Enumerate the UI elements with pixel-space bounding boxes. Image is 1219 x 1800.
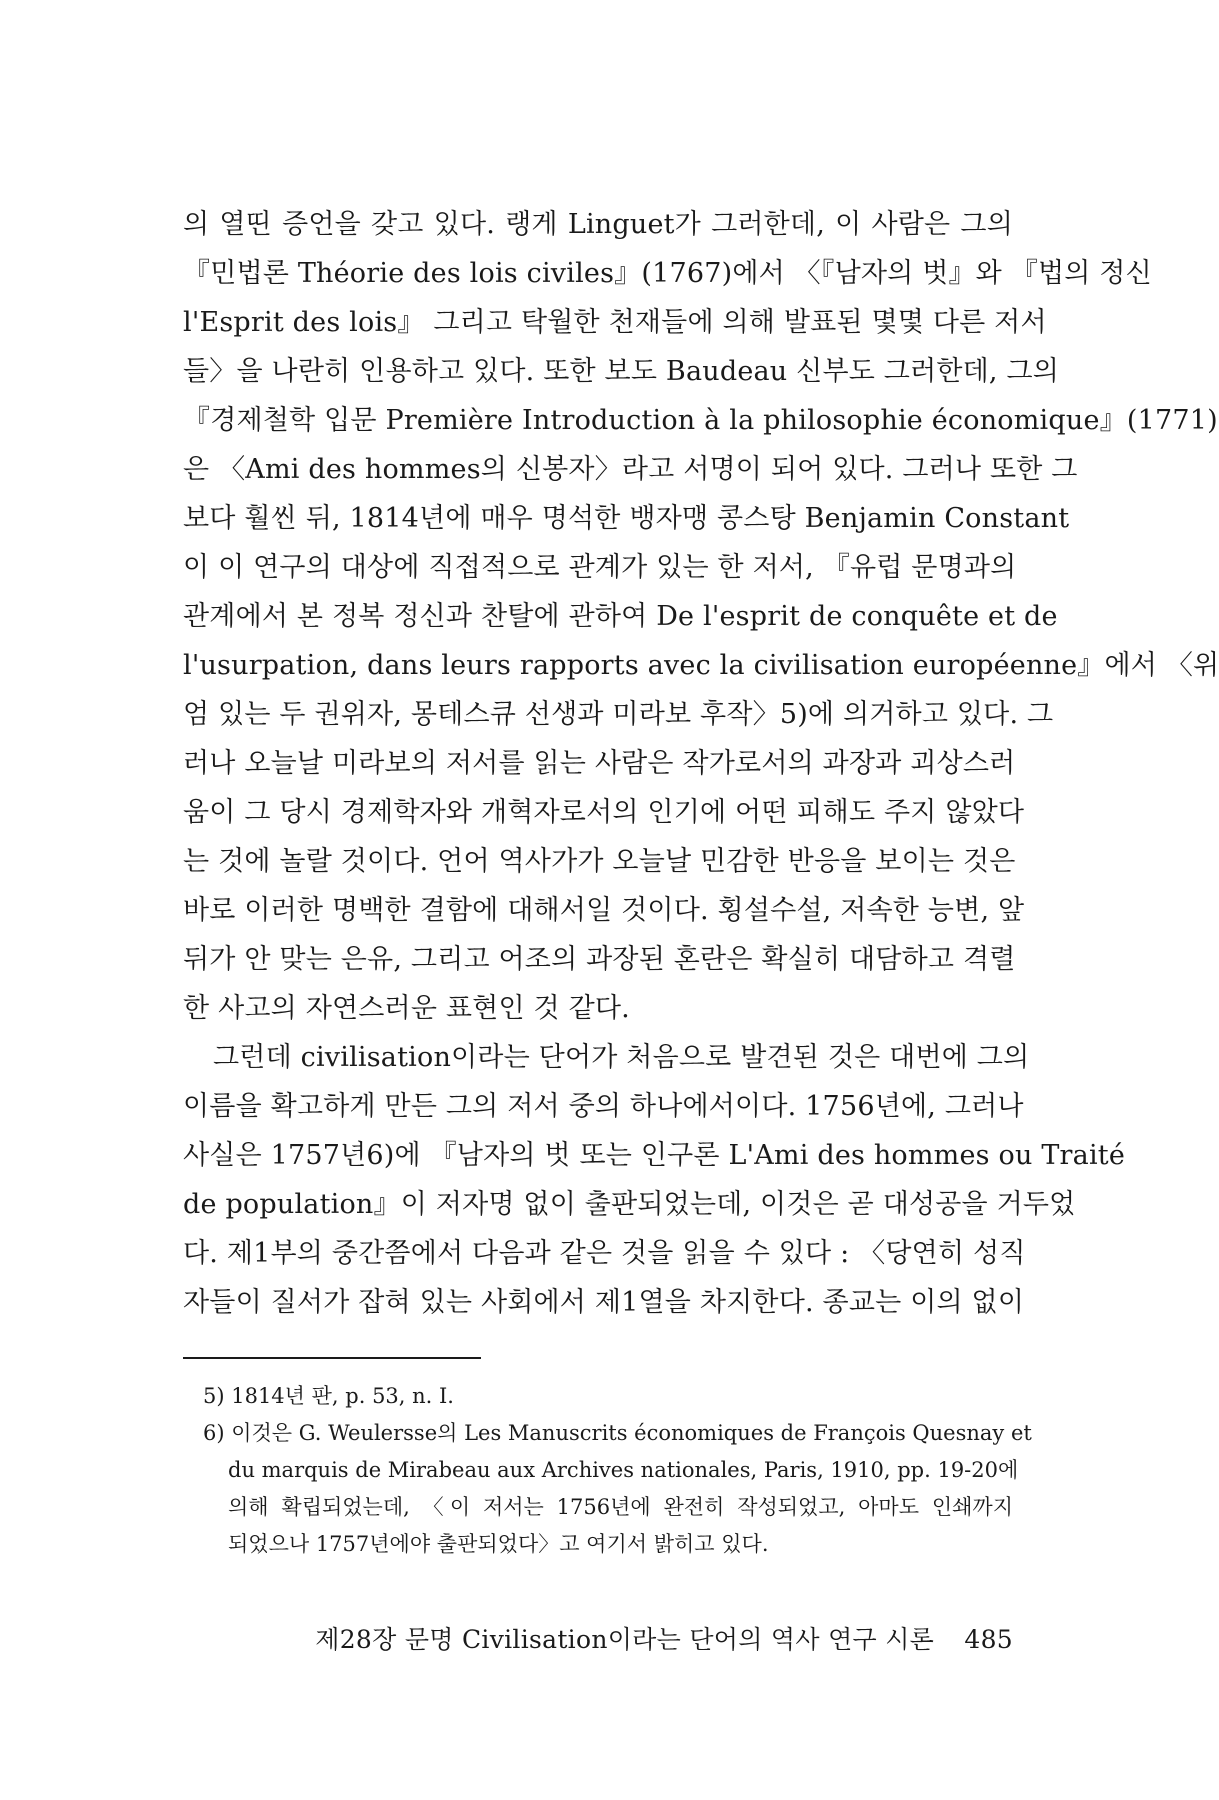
running-footer [295,1620,1013,1660]
body-line: 다. 제1부의 중간쯤에서 다음과 같은 것을 읽을 수 있다 : 〈당연히 성직 [183,1238,1026,1269]
body-line: 자들이 질서가 잡혀 있는 사회에서 제1열을 차지한다. 종교는 이의 없이 [183,1287,1025,1318]
body-line: 의 열띤 증언을 갖고 있다. 랭게 Linguet가 그러한데, 이 사람은 그의 [183,209,1013,240]
paragraph-start-line: 그런데 civilisation이라는 단어가 처음으로 발견된 것은 대번에 그의 [213,1042,1030,1073]
footnotes [203,1378,1032,1563]
body-line: de population』이 저자명 없이 출판되었는데, 이것은 곧 대성공을 거두었 [183,1189,1076,1220]
body-line: l'Esprit des lois』 그리고 탁월한 천재들에 의해 발표된 몇몇 다른 저서 [183,307,1047,338]
chapter-title: 제28장 문명 Civilisation이라는 단어의 역사 연구 시론 [315,1625,935,1654]
body-line: 보다 훨씬 뒤, 1814년에 매우 명석한 뱅자맹 콩스탕 Benjamin Constant [183,503,1070,534]
footnote-6: 6) 이것은 G. Weulersse의 Les Manuscrits économiques de François Quesnay et [203,1421,1032,1445]
footnote-6-continuation: 되었으나 1757년에야 출판되었다〉고 여기서 밝히고 있다. [228,1532,769,1556]
body-line: 은 〈Ami des hommes의 신봉자〉라고 서명이 되어 있다. 그러나 또한 그 [183,454,1078,485]
body-line: 러나 오늘날 미라보의 저서를 읽는 사람은 작가로서의 과장과 괴상스러 [183,748,1016,779]
body-line: 는 것에 놀랄 것이다. 언어 역사가가 오늘날 민감한 반응을 보이는 것은 [183,846,1016,877]
body-line: 관계에서 본 정복 정신과 찬탈에 관하여 De l'esprit de conquête et de [183,601,1058,632]
body-line: 들〉을 나란히 인용하고 있다. 또한 보도 Baudeau 신부도 그러한데, 그의 [183,356,1060,387]
footnote-6-continuation: du marquis de Mirabeau aux Archives nationales, Paris, 1910, pp. 19-20에 [228,1458,1019,1482]
body-line: 『민법론 Théorie des lois civiles』(1767)에서 〈『남자의 벗』와 『법의 정신 [183,258,1152,289]
footnote-divider [183,1357,481,1359]
footnote-6-continuation: 의해 확립되었는데, 〈이 저서는 1756년에 완전히 작성되었고, 아마도 인쇄까지 [228,1495,1013,1519]
body-text [183,200,1219,1327]
body-line: 『경제철학 입문 Première Introduction à la philosophie économique』(1771) [183,405,1218,436]
body-line: 바로 이러한 명백한 결함에 대해서일 것이다. 횡설수설, 저속한 능변, 앞 [183,895,1025,926]
paragraph-end-line: 한 사고의 자연스러운 표현인 것 같다. [183,993,630,1024]
page-number: 485 [964,1625,1013,1654]
body-line: 이 이 연구의 대상에 직접적으로 관계가 있는 한 저서, 『유럽 문명과의 [183,552,1017,583]
body-line: l'usurpation, dans leurs rapports avec la civilisation européenne』에서 〈위 [183,650,1219,681]
footnote-5: 5) 1814년 판, p. 53, n. I. [203,1384,454,1408]
body-line: 사실은 1757년6)에 『남자의 벗 또는 인구론 L'Ami des hommes ou Traité [183,1140,1126,1171]
body-line: 이름을 확고하게 만든 그의 저서 중의 하나에서이다. 1756년에, 그러나 [183,1091,1024,1122]
body-line: 뒤가 안 맞는 은유, 그리고 어조의 과장된 혼란은 확실히 대담하고 격렬 [183,944,1016,975]
body-line: 엄 있는 두 권위자, 몽테스큐 선생과 미라보 후작〉5)에 의거하고 있다. 그 [183,699,1054,730]
body-line: 움이 그 당시 경제학자와 개혁자로서의 인기에 어떤 피해도 주지 않았다 [183,797,1025,828]
